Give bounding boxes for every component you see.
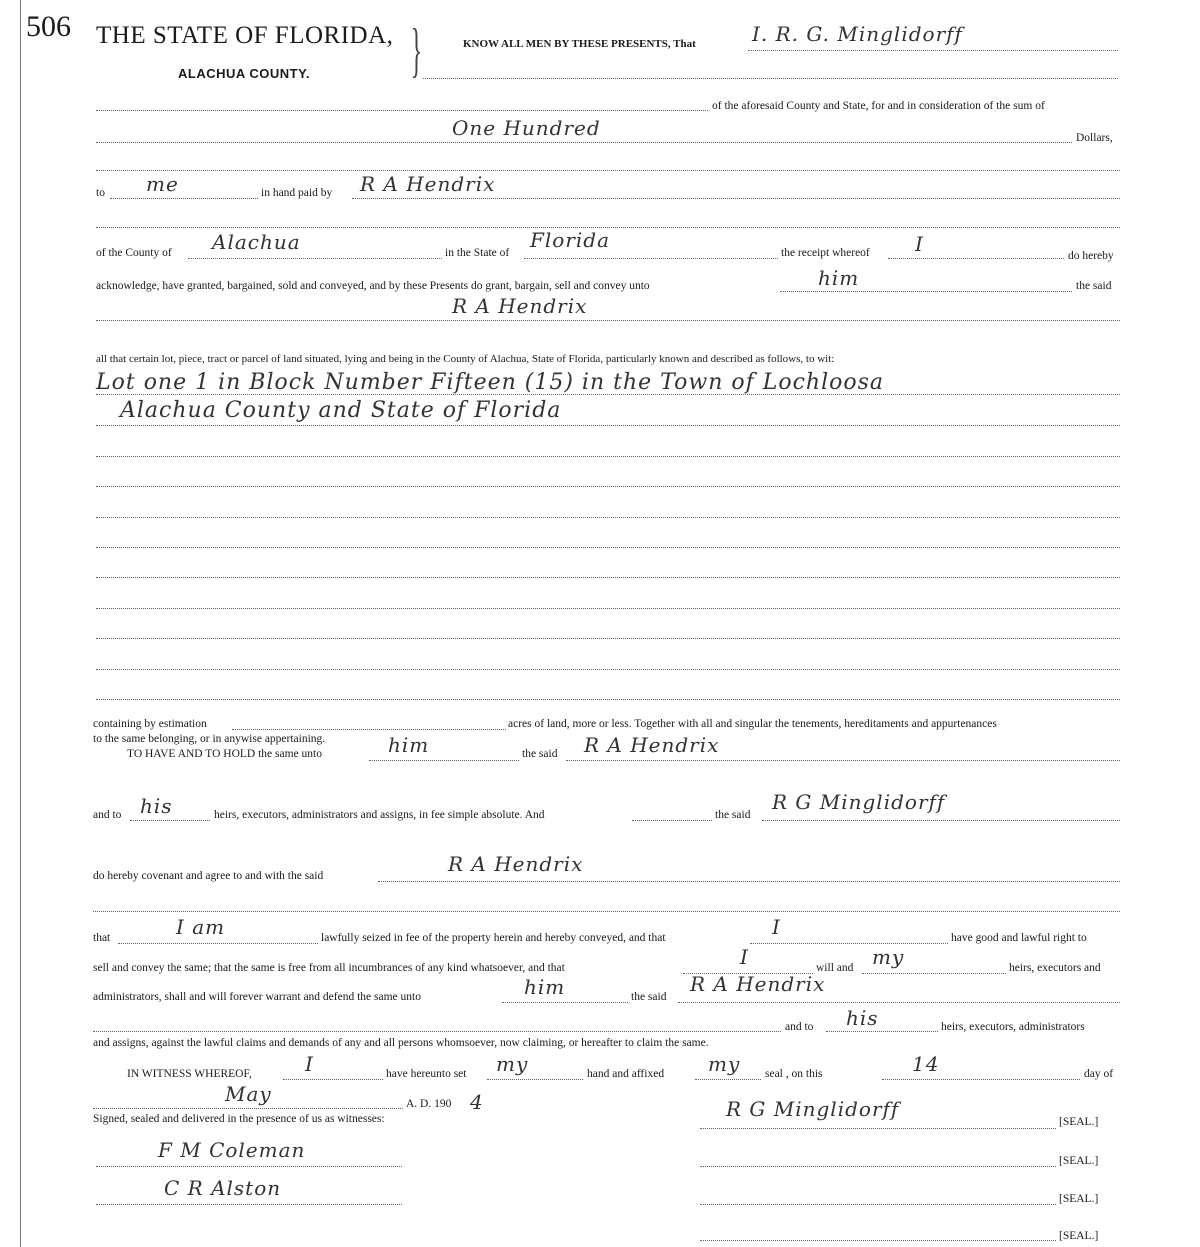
receipt-handwritten: I: [915, 232, 924, 256]
seal-label-4: [SEAL.]: [1059, 1230, 1099, 1242]
description-rule: [96, 669, 1120, 670]
to-handwritten: me: [146, 172, 179, 196]
witness-1-signature: F M Coleman: [158, 1138, 306, 1162]
administrators-text: administrators, shall and will forever warrant and defend the same unto: [93, 991, 421, 1003]
acres-line: [232, 729, 506, 730]
will-and-line: [862, 973, 1006, 974]
have-grantee-line: [566, 760, 1120, 761]
day-handwritten: 14: [912, 1052, 940, 1076]
description-rule: [96, 456, 1120, 457]
defend-grantee-handwritten: R A Hendrix: [690, 972, 826, 996]
description-line1: Lot one 1 in Block Number Fifteen (15) in the Town of Lochloosa: [96, 370, 885, 395]
lawfully-handwritten: I: [772, 915, 781, 939]
sell-handwritten: I: [740, 945, 749, 969]
have-good-text: have good and lawful right to: [951, 932, 1087, 944]
brace-glyph: }: [410, 17, 423, 83]
and-to-line: [130, 820, 210, 821]
heirs-exec-3-text: heirs, executors, administrators: [941, 1021, 1085, 1033]
lawfully-line: [750, 943, 948, 944]
witness-line-2: [96, 1204, 402, 1205]
blank-line: [93, 1031, 781, 1032]
description-rule: [96, 394, 1120, 395]
to-text: to: [96, 187, 105, 199]
page-number: 506: [26, 10, 71, 43]
grantee-line: [96, 320, 1120, 321]
signed-sealed-text: Signed, sealed and delivered in the presence of us as witnesses:: [93, 1113, 385, 1125]
description-rule: [96, 638, 1120, 639]
sum-handwritten: One Hundred: [452, 116, 601, 140]
have-handwritten: him: [388, 733, 430, 757]
description-rule: [96, 547, 1120, 548]
receipt-line: [888, 258, 1064, 259]
description-rule: [96, 425, 1120, 426]
dollars-text: Dollars,: [1076, 132, 1113, 144]
to-have-text: TO HAVE AND TO HOLD the same unto: [127, 748, 322, 760]
county-handwritten: Alachua: [212, 230, 301, 254]
month-handwritten: May: [225, 1082, 272, 1106]
acres-text: acres of land, more or less. Together with all and singular the tenements, hereditaments and appurtenances: [508, 718, 997, 730]
grantor-2-line: [762, 820, 1120, 821]
paid-by-handwritten: R A Hendrix: [360, 172, 496, 196]
day-of-text: day of: [1084, 1068, 1114, 1080]
state-of-text: in the State of: [445, 247, 510, 259]
covenant-text: do hereby covenant and agree to and with the said: [93, 870, 324, 882]
defend-line: [502, 1002, 628, 1003]
sum-line: [96, 142, 1072, 143]
will-and-text: will and: [816, 962, 854, 974]
and-to-2-line: [826, 1031, 938, 1032]
county-line: [188, 258, 442, 259]
to-line: [110, 198, 258, 199]
left-margin-rule: [20, 0, 21, 1247]
month-line: [93, 1108, 403, 1109]
hand-affixed-text: hand and affixed: [587, 1068, 665, 1080]
in-witness-text: IN WITNESS WHEREOF,: [127, 1068, 252, 1080]
signature-line-1: [700, 1128, 1056, 1129]
description-line2: Alachua County and State of Florida: [120, 398, 562, 423]
that-handwritten: I am: [176, 915, 226, 939]
grantee-handwritten: R A Hendrix: [452, 294, 588, 318]
description-rule: [96, 577, 1120, 578]
aforesaid-text: of the aforesaid County and State, for and in consideration of the sum of: [712, 100, 1045, 112]
state-handwritten: Florida: [530, 228, 610, 252]
containing-text: containing by estimation: [93, 718, 207, 730]
lawfully-text: lawfully seized in fee of the property herein and hereby conveyed, and that: [321, 932, 666, 944]
covenant-line: [378, 881, 1120, 882]
signature-line-2: [700, 1166, 1056, 1167]
and-to-2-text: and to: [785, 1021, 814, 1033]
and-to-handwritten: his: [140, 794, 173, 818]
seal-label-1: [SEAL.]: [1059, 1116, 1099, 1128]
grantor-signature: R G Minglidorff: [726, 1097, 900, 1121]
ad-text: A. D. 190: [406, 1098, 452, 1110]
convey-handwritten: him: [818, 266, 860, 290]
all-that-text: all that certain lot, piece, tract or parcel of land situated, lying and being in the County of Alachua, State of Florida, particularly known and described as follows, to wit:: [96, 353, 835, 365]
year-handwritten: 4: [470, 1090, 484, 1114]
paid-by-text: in hand paid by: [261, 187, 333, 199]
seal-label-2: [SEAL.]: [1059, 1155, 1099, 1167]
the-said-4-text: the said: [631, 991, 667, 1003]
heirs-exec-text: heirs, executors, administrators and assigns, in fee simple absolute. And: [214, 809, 545, 821]
paid-by-line: [352, 198, 1120, 199]
blank-line: [96, 110, 708, 111]
signature-line-4: [700, 1240, 1056, 1241]
witness-line-1: [96, 1166, 402, 1167]
have-grantee-handwritten: R A Hendrix: [584, 733, 720, 757]
and-to-2-handwritten: his: [846, 1006, 879, 1030]
know-all-men: KNOW ALL MEN BY THESE PRESENTS, That: [463, 38, 696, 50]
blank-line: [96, 170, 1120, 171]
seal-on-this-text: seal , on this: [765, 1068, 823, 1080]
day-line: [882, 1079, 1080, 1080]
heirs-exec-2-text: heirs, executors and: [1009, 962, 1101, 974]
that-text: that: [93, 932, 111, 944]
grantor-line-2: [423, 78, 1118, 79]
grantor-2-handwritten: R G Minglidorff: [772, 790, 946, 814]
covenant-handwritten: R A Hendrix: [448, 852, 584, 876]
description-rule: [96, 517, 1120, 518]
state-title: THE STATE OF FLORIDA,: [96, 22, 394, 49]
witness-2-signature: C R Alston: [164, 1176, 282, 1200]
description-rule: [96, 608, 1120, 609]
state-line: [524, 258, 778, 259]
blank-line: [93, 911, 1120, 912]
the-said-2-text: the said: [522, 748, 558, 760]
hereunto-line: [487, 1079, 583, 1080]
acknowledge-text: acknowledge, have granted, bargained, sold and conveyed, and by these Presents do grant, bargain, sell and convey unto: [96, 280, 650, 292]
do-hereby-text: do hereby: [1068, 250, 1114, 262]
and-assigns-text: and assigns, against the lawful claims and demands of any and all persons whomsoever, now claiming, or hereafter to claim the same.: [93, 1037, 709, 1049]
will-and-handwritten: my: [872, 945, 905, 969]
same-belonging-text: to the same belonging, or in anywise appertaining.: [93, 733, 326, 745]
and-to-text: and to: [93, 809, 122, 821]
defend-grantee-line: [678, 1002, 1120, 1003]
sell-convey-text: sell and convey the same; that the same is free from all incumbrances of any kind whatsoever, and that: [93, 962, 565, 974]
grantor-line: [748, 50, 1118, 51]
defend-handwritten: him: [524, 975, 566, 999]
that-line: [118, 943, 318, 944]
blank-line: [632, 820, 712, 821]
the-said-text: the said: [1076, 280, 1112, 292]
witness-line: [283, 1079, 383, 1080]
grantor-handwritten: I. R. G. Minglidorff: [752, 22, 963, 46]
county-title: ALACHUA COUNTY.: [178, 66, 310, 81]
seal-label-3: [SEAL.]: [1059, 1193, 1099, 1205]
convey-line: [780, 291, 1072, 292]
county-of-text: of the County of: [96, 247, 172, 259]
have-line: [369, 760, 519, 761]
affixed-line: [695, 1079, 761, 1080]
the-said-3-text: the said: [715, 809, 751, 821]
description-rule: [96, 699, 1120, 700]
affixed-handwritten: my: [708, 1052, 741, 1076]
receipt-text: the receipt whereof: [781, 247, 870, 259]
have-hereunto-text: have hereunto set: [386, 1068, 467, 1080]
hereunto-handwritten: my: [496, 1052, 529, 1076]
witness-handwritten: I: [305, 1052, 314, 1076]
signature-line-3: [700, 1204, 1056, 1205]
description-rule: [96, 486, 1120, 487]
